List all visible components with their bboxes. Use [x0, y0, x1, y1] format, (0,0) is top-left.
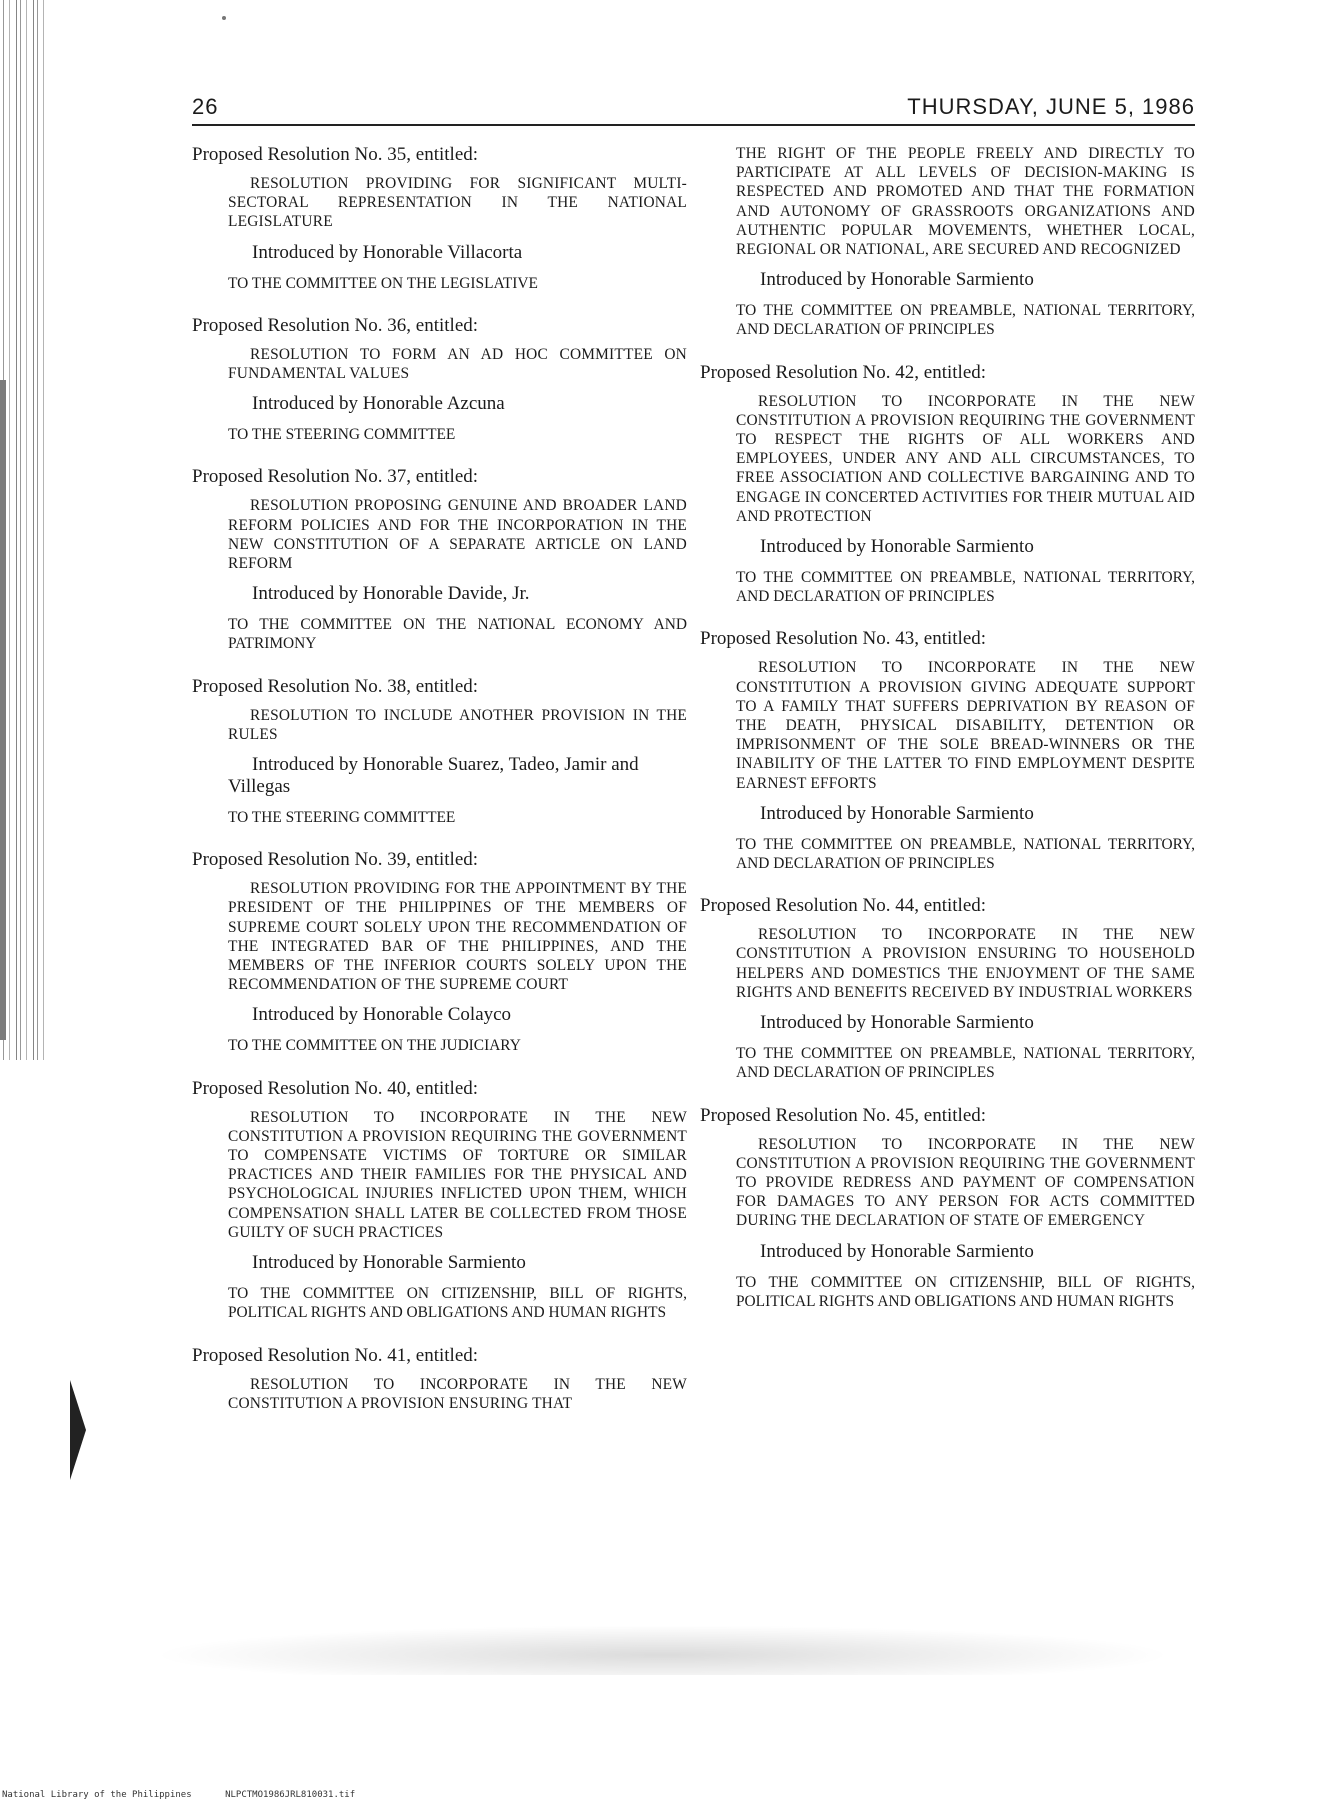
committee-referral: TO THE STEERING COMMITTEE [228, 809, 456, 827]
file-name: NLPCTMO1986JRL810031.tif [225, 1790, 356, 1800]
committee-referral: TO THE COMMITTEE ON THE NATIONAL ECONOMY AND PATRIMONY [228, 616, 687, 653]
committee-referral: TO THE COMMITTEE ON PREAMBLE, NATIONAL TERRITORY, AND DECLARATION OF PRINCIPLES [736, 302, 1195, 339]
resolution-43 [700, 628, 1195, 873]
resolution-title: Proposed Resolution No. 42, entitled: [700, 361, 987, 383]
introduced-by: Introduced by Honorable Villacorta [252, 241, 523, 263]
resolution-title: Proposed Resolution No. 37, entitled: [192, 466, 479, 488]
committee-referral: TO THE COMMITTEE ON THE JUDICIARY [228, 1037, 521, 1055]
committee-referral: TO THE COMMITTEE ON PREAMBLE, NATIONAL TERRITORY, AND DECLARATION OF PRINCIPLES [736, 1045, 1195, 1082]
resolution-text: RESOLUTION TO INCORPORATE IN THE NEW CONSTITUTION A PROVISION REQUIRING THE GOVERNMENT TO COMPENSATE VICTIMS OF TORTURE OR SIMILAR PRACTICES AND THEIR FAMILIES FOR THE PHYSICAL AND PSYCHOLOGICAL INJURIES INFLICTED UPON THEM, WHICH COMPENSATION SHALL LATER BE COLLECTED FROM THOSE GUILTY OF SUCH PRACTICES [228, 1108, 687, 1241]
introduced-by: Introduced by Honorable Sarmiento [760, 1012, 1034, 1034]
resolution-45 [700, 1105, 1195, 1311]
introduced-by: Introduced by Honorable Sarmiento [252, 1252, 526, 1274]
resolution-text: RESOLUTION TO INCORPORATE IN THE NEW CONSTITUTION A PROVISION ENSURING THAT [228, 1375, 687, 1412]
introduced-by: Introduced by Honorable Davide, Jr. [252, 583, 530, 605]
committee-referral: TO THE COMMITTEE ON PREAMBLE, NATIONAL TERRITORY, AND DECLARATION OF PRINCIPLES [736, 835, 1195, 873]
committee-referral: TO THE COMMITTEE ON CITIZENSHIP, BILL OF RIGHTS, POLITICAL RIGHTS AND OBLIGATIONS AND HUMAN RIGHTS [736, 1273, 1195, 1310]
resolution-36 [192, 315, 687, 445]
resolution-title: Proposed Resolution No. 43, entitled: [700, 628, 987, 650]
resolution-41 [192, 1345, 687, 1413]
resolution-text: RESOLUTION TO INCORPORATE IN THE NEW CONSTITUTION A PROVISION ENSURING TO HOUSEHOLD HELPERS AND DOMESTICS THE ENJOYMENT OF THE SAME RIGHTS AND BENEFITS RECEIVED BY INDUSTRIAL WORKERS [736, 926, 1195, 1001]
resolution-title: Proposed Resolution No. 35, entitled: [192, 144, 479, 165]
resolution-title: Proposed Resolution No. 41, entitled: [192, 1344, 479, 1366]
resolution-text: RESOLUTION TO INCORPORATE IN THE NEW CONSTITUTION A PROVISION REQUIRING THE GOVERNMENT TO PROVIDE REDRESS AND PAYMENT OF COMPENSATION FOR DAMAGES TO ANY PERSON FOR ACTS COMMITTED DURING THE DECLARATION OF STATE OF EMERGENCY [736, 1135, 1195, 1230]
introduced-by: Introduced by Honorable Sarmiento [760, 1240, 1034, 1262]
page-header [192, 94, 1195, 128]
scan-footer [2, 1790, 383, 1800]
scan-dot [222, 16, 226, 20]
introduced-by: Introduced by Honorable Colayco [252, 1004, 512, 1026]
introduced-by: Introduced by Honorable Sarmiento [760, 269, 1034, 291]
committee-referral: TO THE COMMITTEE ON PREAMBLE, NATIONAL TERRITORY, AND DECLARATION OF PRINCIPLES [736, 569, 1195, 606]
resolution-text: RESOLUTION TO INCLUDE ANOTHER PROVISION IN THE RULES [228, 706, 687, 743]
resolution-text-continued: THE RIGHT OF THE PEOPLE FREELY AND DIRECTLY TO PARTICIPATE AT ALL LEVELS OF DECISION-MAKING IS RESPECTED AND PROMOTED AND THAT THE FORMATION AND AUTONOMY OF GRASSROOTS ORGANIZATIONS AND AUTHENTIC POPULAR MOVEMENTS, WHETHER LOCAL, REGIONAL OR NATIONAL, ARE SECURED AND RECOGNIZED [736, 145, 1195, 259]
resolution-text: RESOLUTION PROVIDING FOR THE APPOINTMENT BY THE PRESIDENT OF THE PHILIPPINES OF THE MEMBERS OF SUPREME COURT SOLELY UPON THE RECOMMENDATION OF THE INTEGRATED BAR OF THE PHILIPPINES, AND THE MEMBERS OF THE INFERIOR COURTS SOLELY UPON THE RECOMMENDATION OF THE SUPREME COURT [228, 880, 687, 994]
resolution-39 [192, 849, 687, 1055]
resolution-35 [192, 144, 687, 293]
resolution-42 [700, 362, 1195, 607]
page-date: THURSDAY, JUNE 5, 1986 [907, 94, 1195, 119]
committee-referral: TO THE STEERING COMMITTEE [228, 426, 456, 444]
resolution-40 [192, 1078, 687, 1323]
scan-noise [150, 1625, 1175, 1675]
resolution-text: RESOLUTION TO INCORPORATE IN THE NEW CONSTITUTION A PROVISION REQUIRING THE GOVERNMENT TO RESPECT THE RIGHTS OF ALL WORKERS AND EMPLOYEES, UNDER ANY AND ALL CIRCUMSTANCES, TO FREE ASSOCIATION AND COLLECTIVE BARGAINING AND TO ENGAGE IN CONCERTED ACTIVITIES FOR THEIR MUTUAL AID AND PROTECTION [736, 392, 1195, 525]
page-number: 26 [192, 94, 219, 119]
resolution-title: Proposed Resolution No. 45, entitled: [700, 1104, 987, 1126]
right-column [700, 144, 1195, 1333]
resolution-text: RESOLUTION TO FORM AN AD HOC COMMITTEE ON FUNDAMENTAL VALUES [228, 345, 687, 383]
library-credit: National Library of the Philippines [2, 1790, 192, 1800]
resolution-text: RESOLUTION TO INCORPORATE IN THE NEW CONSTITUTION A PROVISION GIVING ADEQUATE SUPPORT TO A FAMILY THAT SUFFERS DEPRIVATION BY REASON OF THE DEATH, PHYSICAL DISABILITY, DETENTION OR IMPRISONMENT OF THE SOLE BREAD-WINNERS OR THE INABILITY OF THE LATTER TO FIND EMPLOYMENT DESPITE EARNEST EFFORTS [736, 659, 1195, 792]
resolution-title: Proposed Resolution No. 44, entitled: [700, 895, 987, 917]
committee-referral: TO THE COMMITTEE ON CITIZENSHIP, BILL OF RIGHTS, POLITICAL RIGHTS AND OBLIGATIONS AND HUMAN RIGHTS [228, 1285, 687, 1322]
resolution-title: Proposed Resolution No. 38, entitled: [192, 675, 479, 697]
resolution-title: Proposed Resolution No. 39, entitled: [192, 849, 479, 871]
resolution-44 [700, 895, 1195, 1082]
introduced-by: Introduced by Honorable Azcuna [252, 393, 505, 415]
resolution-41-continued [700, 144, 1195, 340]
resolution-text: RESOLUTION PROVIDING FOR SIGNIFICANT MULTI-SECTORAL REPRESENTATION IN THE NATIONAL LEGISLATURE [228, 175, 687, 231]
margin-mark [70, 1380, 86, 1480]
introduced-by: Introduced by Honorable Sarmiento [760, 536, 1034, 558]
left-column [192, 144, 687, 1435]
resolution-text: RESOLUTION PROPOSING GENUINE AND BROADER LAND REFORM POLICIES AND FOR THE INCORPORATION IN THE NEW CONSTITUTION OF A SEPARATE ARTICLE ON LAND REFORM [228, 497, 687, 573]
resolution-title: Proposed Resolution No. 40, entitled: [192, 1077, 479, 1099]
scan-edge-artifact [0, 0, 44, 1060]
resolution-38 [192, 676, 687, 828]
committee-referral: TO THE COMMITTEE ON THE LEGISLATIVE [228, 274, 538, 292]
header-rule [192, 124, 1195, 126]
resolution-37 [192, 466, 687, 653]
introduced-by: Introduced by Honorable Suarez, Tadeo, Jamir and Villegas [228, 754, 639, 798]
resolution-title: Proposed Resolution No. 36, entitled: [192, 314, 479, 336]
introduced-by: Introduced by Honorable Sarmiento [760, 802, 1034, 824]
